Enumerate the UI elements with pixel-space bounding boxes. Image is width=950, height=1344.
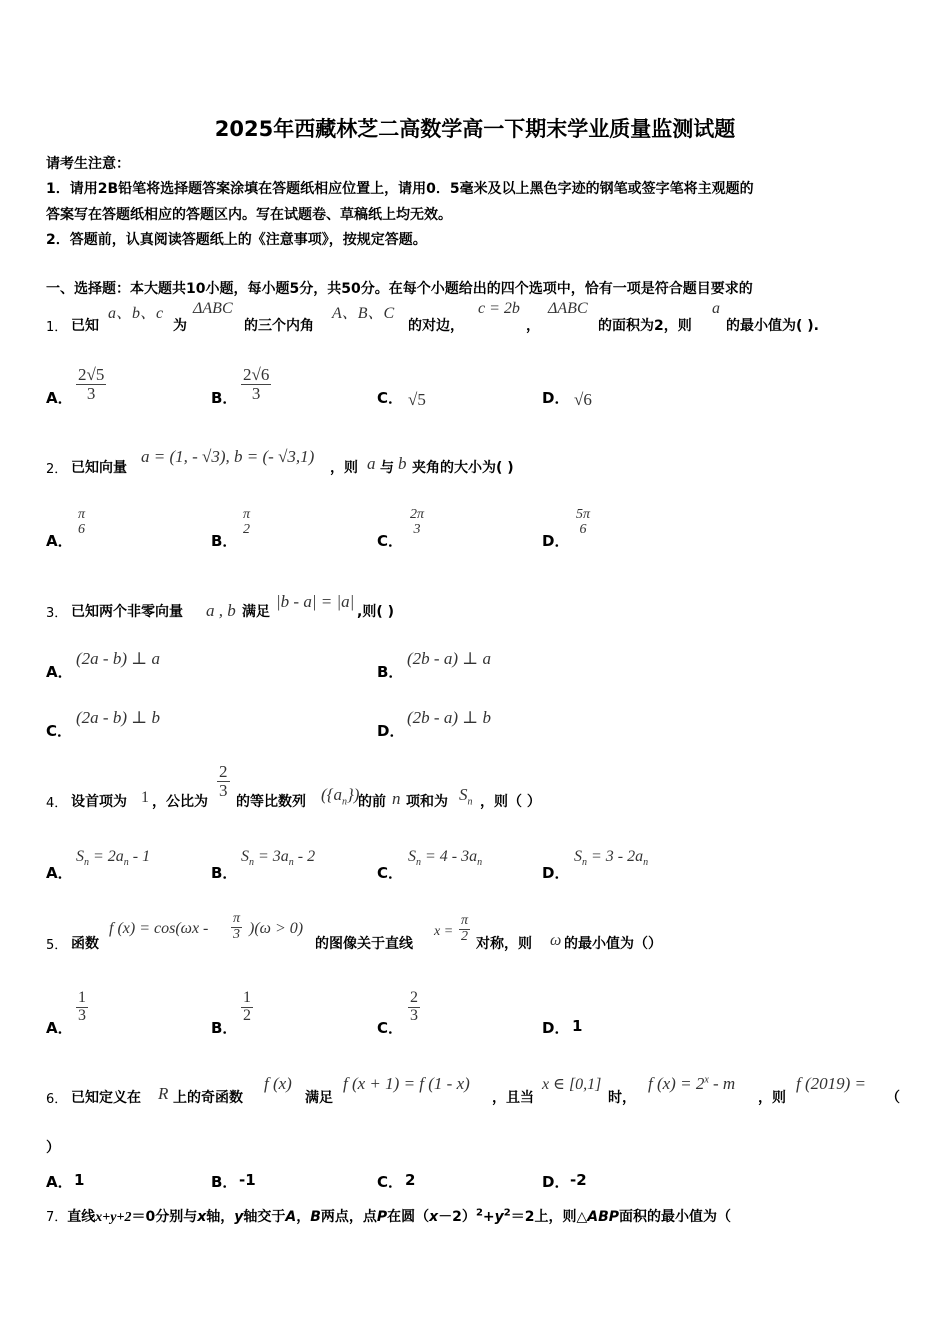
q4-math: 1 [141, 789, 149, 806]
notice-item-1a: 1．请用2B铅笔将选择题答案涂填在答题纸相应位置上，请用0．5毫米及以上黑色字迹的钢笔或签字笔将主观题的 [46, 181, 754, 197]
option-label[interactable]: A． [46, 389, 73, 407]
option-b-value: π 2 [243, 507, 251, 537]
q6-math: f (x) [264, 1074, 292, 1093]
notice-heading: 请考生注意： [46, 156, 130, 172]
option-label[interactable]: C． [377, 864, 404, 882]
option-label[interactable]: D． [542, 1019, 570, 1037]
q4-math: $(\{a_n\})$ [321, 785, 360, 808]
q1-math: a [712, 300, 720, 317]
q4-math: n [392, 789, 401, 808]
q5-text: 函数 [71, 936, 99, 952]
q6-text: ，则 [758, 1090, 786, 1106]
q6-text: 满足 [305, 1090, 333, 1106]
notice-item-1b: 答案写在答题纸相应的答题区内。写在试题卷、草稿纸上均无效。 [46, 207, 452, 223]
q2-math: a [367, 454, 376, 473]
question-number: 6． [46, 1092, 68, 1107]
q6-text-continued: ） [46, 1140, 60, 1156]
q3-text: 满足 [242, 604, 270, 620]
q1-math: a、b、c [108, 305, 164, 322]
option-label[interactable]: A． [46, 864, 73, 882]
option-d-value: -2 [570, 1171, 587, 1189]
q6-text: （ [886, 1090, 900, 1106]
q1-text: 的对边， [408, 318, 464, 334]
option-c-value: √5 [408, 390, 426, 409]
option-label[interactable]: A． [46, 1173, 73, 1191]
option-a-value: (2a - b) ⊥ a [76, 649, 160, 668]
question-number: 3． [46, 606, 68, 621]
option-label[interactable]: C． [46, 722, 73, 740]
q2-math: b [398, 454, 407, 473]
question-number: 5． [46, 938, 68, 953]
option-label[interactable]: B． [211, 1019, 238, 1037]
option-d-value: √6 [574, 390, 592, 409]
q3-text: ,则( ) [357, 604, 394, 620]
q3-math: |b - a| = |a| [276, 592, 355, 611]
q1-math: ΔABC [548, 300, 588, 317]
q4-text: ，公比为 [152, 794, 208, 810]
page-title: 2025年西藏林芝二高数学高一下期末学业质量监测试题 [214, 117, 736, 141]
option-a-value: $\frac{2√5}{3}$ [78, 365, 105, 403]
option-label[interactable]: A． [46, 1019, 73, 1037]
q4-text: 设首项为 [71, 794, 127, 810]
q2-text: 已知向量 [71, 460, 127, 476]
q6-math: f (2019) = [796, 1074, 867, 1093]
q1-math: c = 2b [478, 300, 520, 317]
option-label[interactable]: A． [46, 663, 73, 681]
option-label[interactable]: D． [542, 1173, 570, 1191]
q5-fraction: $\frac{\pi}{3}$ [233, 911, 241, 942]
option-label[interactable]: D． [542, 532, 570, 550]
option-label[interactable]: D． [542, 389, 570, 407]
q5-text: 的图像关于直线 [315, 936, 413, 952]
q2-math: a = (1, - √3), b = (- √3,1) [141, 447, 315, 466]
q1-math: ΔABC [193, 300, 233, 317]
option-a-value: $\frac{1}{3}$ [78, 989, 86, 1024]
option-d-value: 5π 6 [576, 507, 591, 537]
option-a-value: π 6 [78, 507, 86, 537]
q4-text: 的等比数列 [236, 794, 306, 810]
q5-math: )(ω > 0) [249, 920, 304, 937]
q4-math: $S_n$ [459, 785, 473, 808]
option-label[interactable]: C． [377, 532, 404, 550]
option-label[interactable]: C． [377, 1019, 404, 1037]
option-b-value: -1 [239, 1171, 256, 1189]
option-d-value: $S_n = 3 - 2a_n$ [574, 848, 649, 869]
q5-text: 的最小值为（） [564, 936, 662, 952]
question-number: 1． [46, 320, 68, 335]
option-label[interactable]: C． [377, 1173, 404, 1191]
option-c-value: $S_n = 4 - 3a_n$ [408, 848, 483, 869]
q1-text: ， [526, 318, 540, 334]
option-b-value: $\frac{1}{2}$ [243, 989, 251, 1024]
q4-text: ，则（ ） [480, 794, 541, 810]
option-b-value: $S_n = 3a_n - 2$ [241, 848, 316, 869]
q5-text: 对称，则 [476, 936, 532, 952]
question-number: 4． [46, 796, 68, 811]
option-d-value: 1 [572, 1017, 583, 1035]
q6-text: ，且当 [492, 1090, 534, 1106]
option-a-value: 1 [74, 1171, 85, 1189]
q6-math: x ∈ [0,1] [542, 1076, 602, 1093]
option-label[interactable]: B． [211, 532, 238, 550]
q3-text: 已知两个非零向量 [71, 604, 183, 620]
q1-text: 的最小值为( ). [726, 318, 819, 334]
q5-math: x = [434, 924, 454, 939]
option-label[interactable]: C． [377, 389, 404, 407]
q6-math: R [158, 1084, 169, 1103]
q1-text: 的三个内角 [244, 318, 314, 334]
option-b-value: $\frac{2√6}{3}$ [243, 365, 270, 403]
notice-item-2: 2．答题前，认真阅读答题纸上的《注意事项》，按规定答题。 [46, 232, 427, 248]
option-d-value: (2b - a) ⊥ b [407, 708, 491, 727]
q4-text: 的前 [358, 794, 386, 810]
option-label[interactable]: B． [211, 864, 238, 882]
q1-text: 已知 [71, 318, 99, 334]
question-number: 2． [46, 462, 68, 477]
q5-math: f (x) = cos(ωx - [109, 920, 209, 937]
option-label[interactable]: D． [377, 722, 405, 740]
q1-text: 为 [173, 318, 187, 334]
option-c-value: 2π 3 [410, 507, 425, 537]
q4-text: 项和为 [406, 794, 448, 810]
q6-text: 时， [608, 1090, 636, 1106]
option-label[interactable]: D． [542, 864, 570, 882]
q6-text: 上的奇函数 [173, 1090, 243, 1106]
q1-text: 的面积为2，则 [598, 318, 692, 334]
q6-math: f $(x) = 2^x - m$ [648, 1074, 736, 1093]
option-a-value: $S_n = 2a_n - 1$ [76, 848, 151, 869]
question-7: 7．直线x+y+2＝0分别与x轴，y轴交于A，B两点，点P在圆$(x-2)^2+y^2=2$上，则△ABP面积的最小值为（ [46, 1207, 732, 1225]
option-label[interactable]: A． [46, 532, 73, 550]
q5-math: ω [550, 932, 562, 949]
q5-fraction: $\frac{\pi}{2}$ [461, 913, 469, 944]
option-b-value: (2b - a) ⊥ a [407, 649, 491, 668]
option-c-value: (2a - b) ⊥ b [76, 708, 160, 727]
option-label[interactable]: B． [211, 389, 238, 407]
section-heading: 一、选择题：本大题共10小题，每小题5分，共50分。在每个小题给出的四个选项中，恰有一项是符合题目要求的 [46, 281, 753, 297]
question-number: 7． [46, 1210, 68, 1225]
q6-math: f (x + 1) = f (1 - x) [343, 1074, 470, 1093]
q3-math: a , b [206, 601, 236, 620]
q2-text: 与 [380, 460, 394, 476]
q1-math: A、B、C [332, 305, 395, 322]
option-c-value: $\frac{2}{3}$ [410, 989, 418, 1024]
option-label[interactable]: B． [211, 1173, 238, 1191]
q4-ratio-fraction: $\frac{2}{3}$ [219, 762, 228, 800]
option-c-value: 2 [405, 1171, 416, 1189]
option-label[interactable]: B． [377, 663, 404, 681]
q6-text: 已知定义在 [71, 1090, 141, 1106]
q2-text: 夹角的大小为( ) [412, 460, 514, 476]
q2-text: ，则 [330, 460, 358, 476]
